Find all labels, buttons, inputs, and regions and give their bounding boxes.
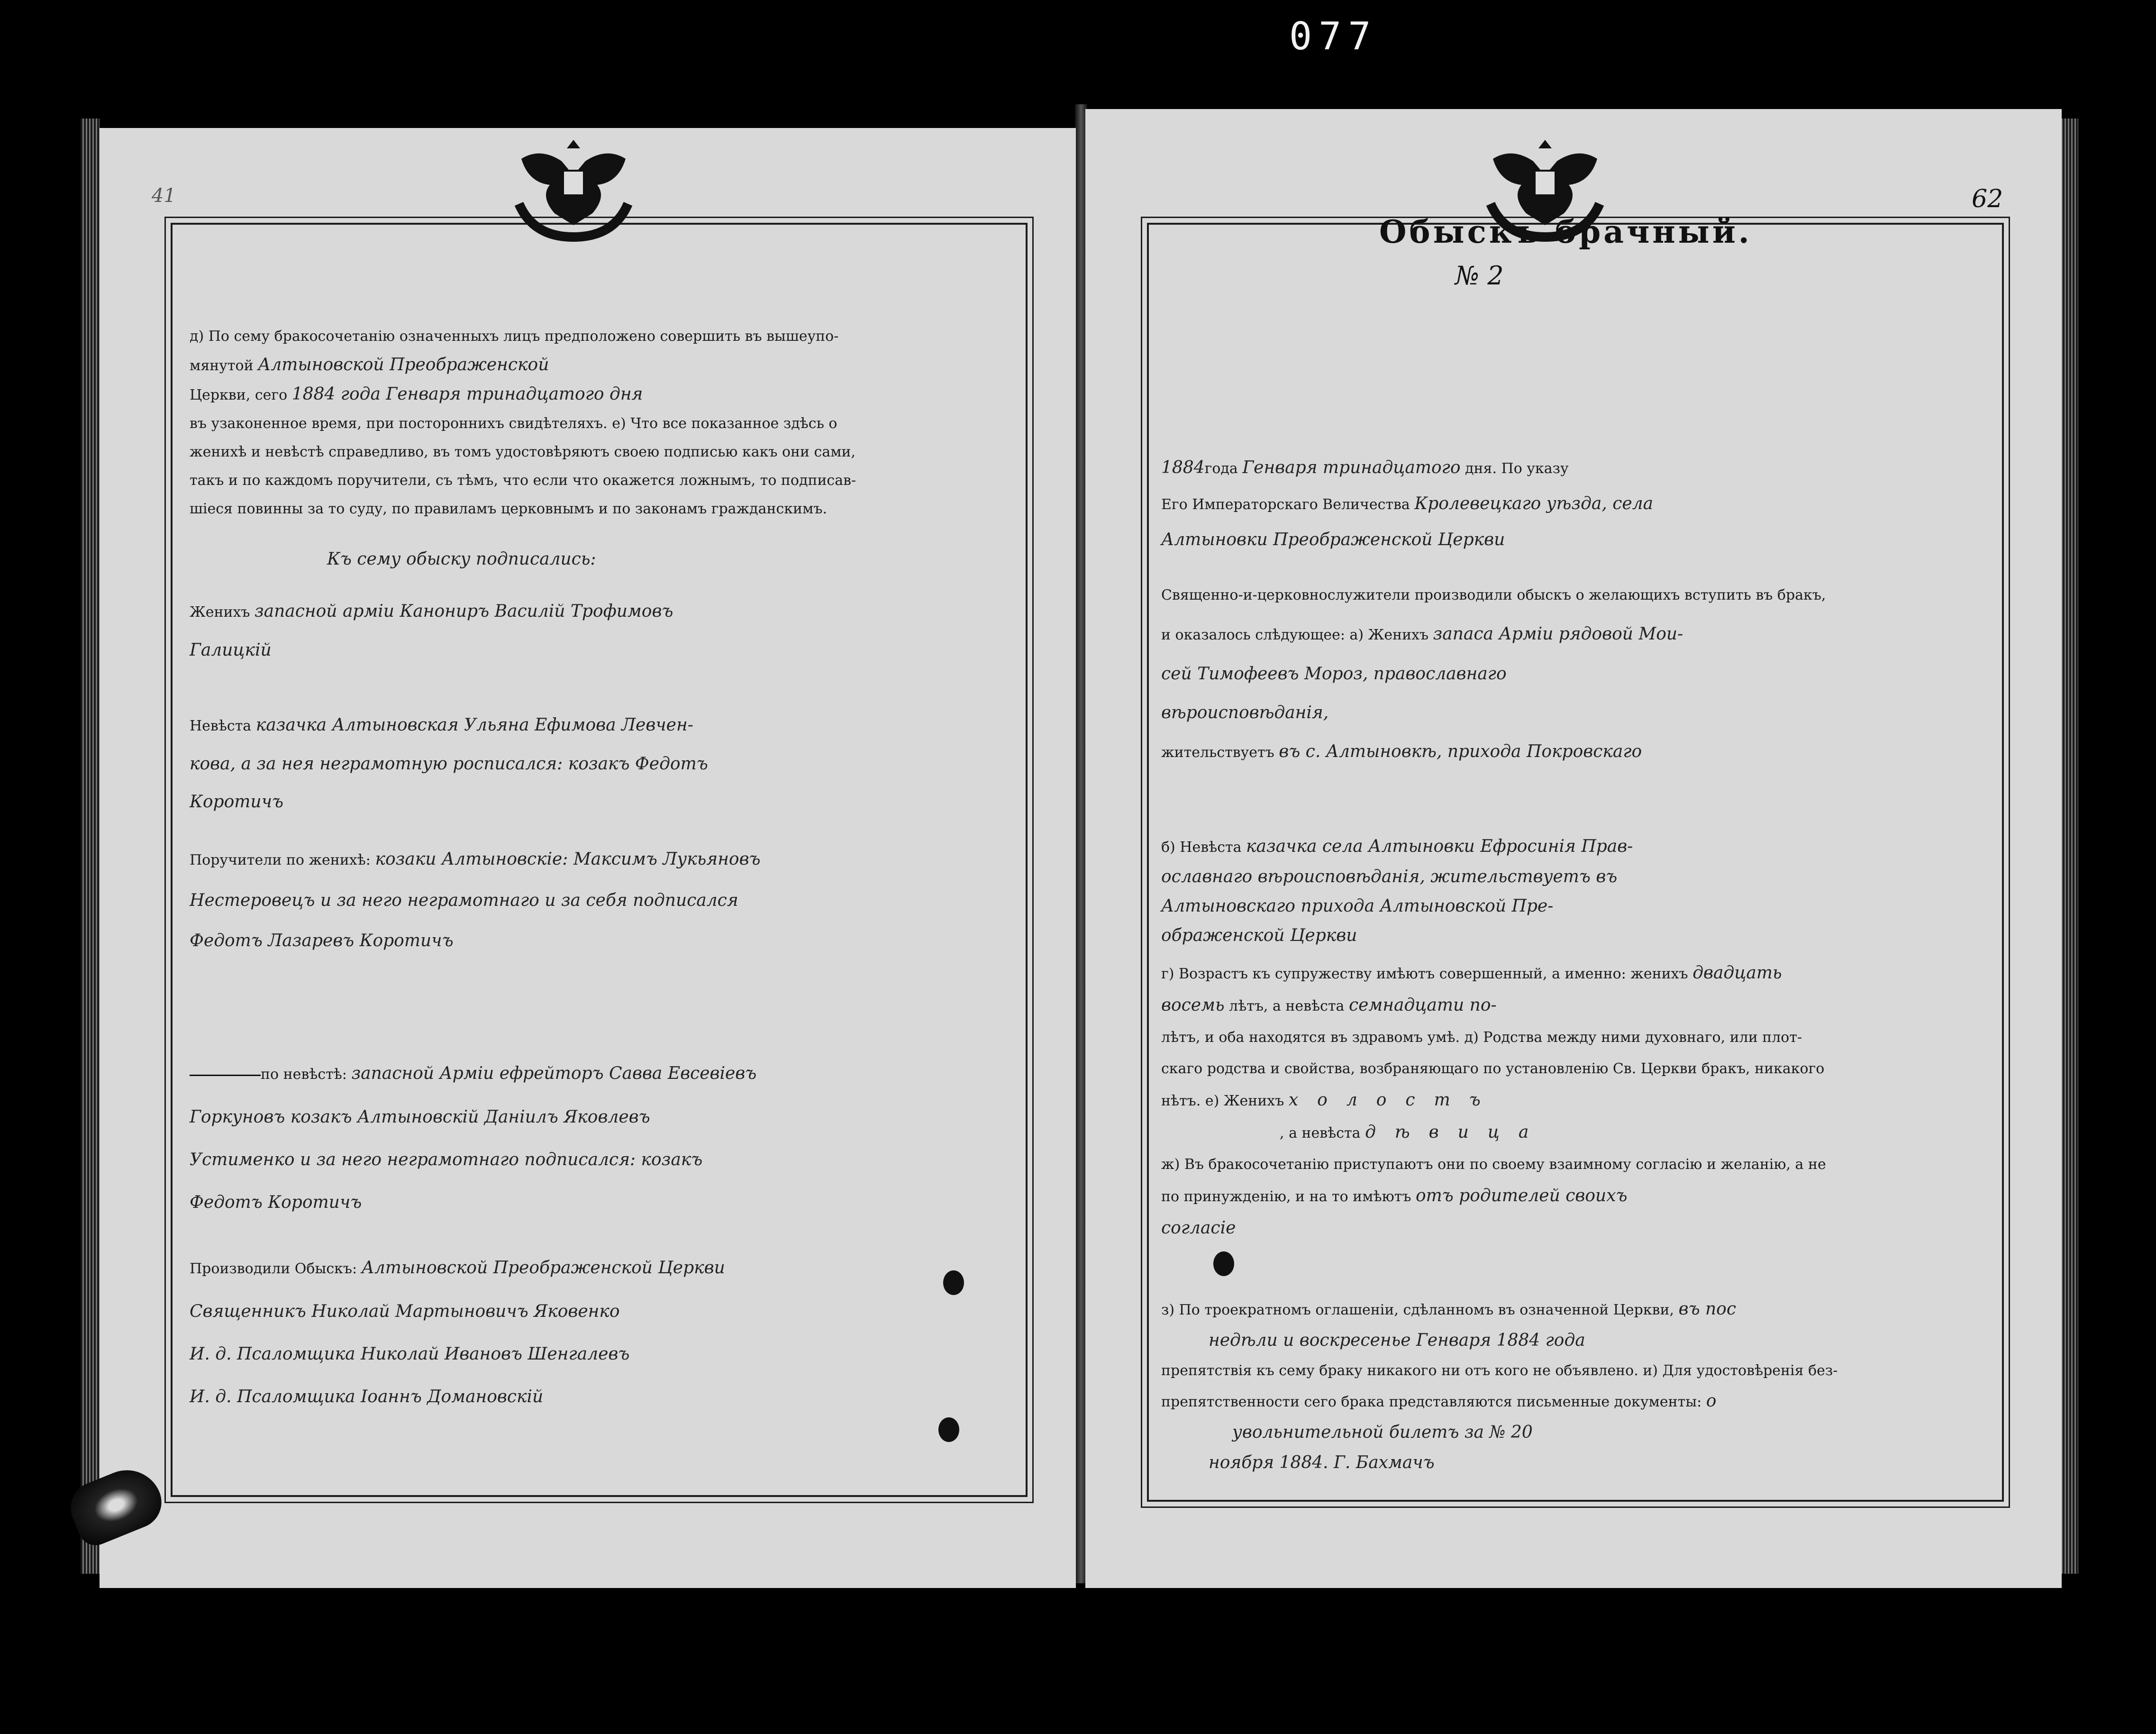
groom-line1: запасной арміи Канониръ Василій Трофимовъ: [255, 602, 673, 621]
bride-hand-2: ославнаго вѣроисповѣданія, жительствуетъ въ: [1161, 867, 1618, 886]
bride-guarantors-line2: Горкуновъ козакъ Алтыновскій Даніилъ Яковлевъ: [190, 1107, 650, 1127]
section-d-line4: въ узаконенное время, при постороннихъ свидѣтеляхъ. е) Что все показанное здѣсь о: [190, 415, 837, 432]
section-d-line1: д) По сему бракосочетанію означенныхъ лицъ предположено совершить въ вышеупо-: [190, 328, 839, 345]
bride-status-label: , а невѣста: [1280, 1125, 1361, 1141]
groom-line2: Галицкій: [190, 640, 272, 660]
district-hand: Кролевецкаго уѣзда, села: [1414, 494, 1654, 513]
documents-label: препятственности сего брака представляются письменные документы:: [1161, 1394, 1702, 1410]
groom-guarantors-block: [190, 839, 1024, 961]
right-page-number: 62: [1972, 185, 2003, 213]
blank-rule: [190, 1075, 261, 1076]
bride-hand-3: Алтыновскаго прихода Алтыновской Пре-: [1161, 896, 1554, 916]
frame-number: 077: [1289, 14, 1378, 58]
groom-age-hand-2: восемь: [1161, 995, 1225, 1015]
kinship-line: лѣтъ, и оба находятся въ здравомъ умѣ. д) Родства между ними духовнаго, или плот-: [1161, 1029, 1802, 1046]
right-body-top: [1161, 450, 2005, 557]
majesty-label: Его Императорскаго Величества: [1161, 496, 1410, 513]
bride-guarantors-label: по невѣстѣ:: [261, 1066, 347, 1083]
bride-line2: кова, а за нея неграмотную росписался: козакъ Федотъ: [190, 754, 708, 774]
bride-guarantors-line3: Устименко и за него неграмотнаго подписался: козакъ: [190, 1150, 703, 1169]
groom-guarantors-line3: Федотъ Лазаревъ Коротичъ: [190, 931, 454, 950]
groom-age-hand: двадцать: [1692, 963, 1782, 983]
bride-line1: казачка Алтыновская Ульяна Ефимова Левчен-: [255, 715, 693, 735]
documents-hand: о: [1706, 1391, 1717, 1411]
groom-hand-3: вѣроисповѣданія,: [1161, 703, 1329, 722]
section-d: [190, 322, 1014, 523]
groom-guarantors-line2: Нестеровецъ и за него неграмотнаго и за себя подписался: [190, 891, 738, 910]
document-title: Обыскъ брачный.: [1379, 213, 1752, 250]
conducted-label: Производили Обыскъ:: [190, 1260, 357, 1277]
year-label: года: [1204, 460, 1238, 477]
conducted-line3: И. д. Псаломщика Николай Ивановъ Шенгалевъ: [190, 1344, 630, 1364]
kinship-line-2: скаго родства и свойства, возбраняющаго по установленію Св. Церкви бракъ, никакого: [1161, 1060, 1825, 1077]
consent-label: по принужденію, и на то имѣютъ: [1161, 1188, 1411, 1205]
decree-label: дня. По указу: [1465, 460, 1569, 477]
right-body-bride: [1161, 832, 2005, 950]
punch-hole: [938, 1417, 959, 1442]
bride-block: [190, 706, 1024, 821]
banns-hand-2: недѣли и воскресенье Генваря 1884 года: [1209, 1331, 1585, 1350]
no-obstacle-line: препятствія къ сему браку никакого ни отъ кого не объявлено. и) Для удостовѣренія без-: [1161, 1362, 1838, 1379]
consent-line: ж) Въ бракосочетанію приступаютъ они по своему взаимному согласію и желанію, а не: [1161, 1156, 1826, 1173]
banns-hand: въ пос: [1678, 1299, 1737, 1319]
right-page: [1085, 109, 2062, 1588]
left-page-number: 41: [152, 185, 176, 207]
left-page: [100, 128, 1076, 1588]
groom-guarantors-line1: козаки Алтыновскіе: Максимъ Лукьяновъ: [375, 849, 761, 869]
bride-label: б) Невѣста: [1161, 839, 1242, 856]
bride-guarantors-line1: запасной Арміи ефрейторъ Савва Евсевіевъ: [351, 1064, 757, 1083]
bride-hand: казачка села Алтыновки Ефросинія Прав-: [1246, 837, 1633, 856]
punch-hole: [1213, 1251, 1234, 1276]
residence-hand: въ с. Алтыновкѣ, прихода Покровскаго: [1279, 742, 1642, 761]
section-d-line2: мянутой: [190, 357, 254, 374]
year-hand: 1884: [1161, 458, 1205, 477]
groom-status-label: нѣтъ. е) Женихъ: [1161, 1093, 1284, 1109]
bride-status-hand: дѣвица: [1365, 1123, 1548, 1142]
church-name-hand: Алтыновской Преображенской: [258, 355, 549, 374]
date-hand: 1884 года Генваря тринадцатого дня: [291, 384, 643, 404]
residence-label: жительствуетъ: [1161, 744, 1274, 761]
bride-hand-4: ображенской Церкви: [1161, 926, 1357, 945]
section-d-line7: шіеся повинны за то суду, по правиламъ церковнымъ и по законамъ гражданскимъ.: [190, 501, 828, 517]
groom-label: и оказалось слѣдующее: а) Женихъ: [1161, 627, 1429, 643]
age-label: г) Возрастъ къ супружеству имѣютъ совершенный, а именно: женихъ: [1161, 966, 1688, 982]
conducted-block: [190, 1247, 1043, 1418]
imperial-eagle-crest-icon: [512, 133, 635, 242]
document-number: № 2: [1455, 261, 1504, 291]
conducted-line2: Священникъ Николай Мартыновичъ Яковенко: [190, 1302, 620, 1321]
groom-block: [190, 597, 1024, 665]
section-d-line5: женихѣ и невѣстѣ справедливо, въ томъ удостовѣряютъ своею подписью какъ они сами,: [190, 444, 856, 460]
conducted-line1: Алтыновской Преображенской Церкви: [361, 1258, 725, 1278]
book-edge-left: [81, 119, 100, 1574]
banns-label: з) По троекратномъ оглашеніи, сдѣланномъ въ означенной Церкви,: [1161, 1302, 1674, 1318]
groom-hand-2: сей Тимофеевъ Мороз, православнаго: [1161, 664, 1507, 684]
bride-age-hand: семнадцати по-: [1348, 995, 1497, 1015]
consent-hand-2: согласіе: [1161, 1218, 1236, 1238]
right-body-banns: [1161, 1294, 2005, 1478]
bride-age-label: лѣтъ, а невѣста: [1229, 998, 1345, 1014]
conducted-line4: И. д. Псаломщика Іоаннъ Домановскій: [190, 1387, 544, 1406]
church-hand: Алтыновки Преображенской Церкви: [1161, 530, 1505, 549]
signed-line: Къ сему обыску подписались:: [327, 549, 596, 569]
bride-guarantors-line4: Федотъ Коротичъ: [190, 1193, 362, 1212]
consent-hand: отъ родителей своихъ: [1415, 1186, 1628, 1205]
groom-hand: запаса Арміи рядовой Мои-: [1433, 624, 1683, 644]
bride-guarantors-block: [190, 1052, 1043, 1224]
section-d-line3: Церкви, сего: [190, 387, 288, 403]
punch-hole: [943, 1270, 964, 1295]
bride-label: Невѣста: [190, 718, 252, 734]
groom-status-hand: холостъ: [1288, 1090, 1500, 1110]
documents-hand-2: увольнительной билетъ за № 20: [1232, 1423, 1533, 1442]
clergy-line: Священно-и-церковнослужители производили обыскъ о желающихъ вступить въ бракъ,: [1161, 587, 1826, 603]
date-hand: Генваря тринадцатого: [1242, 458, 1461, 477]
groom-label: Женихъ: [190, 604, 250, 621]
right-body-mid: [1161, 576, 2005, 772]
right-body-age: [1161, 958, 2005, 1244]
section-d-line6: такъ и по каждомъ поручители, съ тѣмъ, что если что окажется ложнымъ, то подписав-: [190, 472, 856, 489]
documents-hand-3: ноября 1884. Г. Бахмачъ: [1209, 1453, 1435, 1472]
book-edge-right: [2059, 119, 2078, 1574]
groom-guarantors-label: Поручители по женихѣ:: [190, 852, 371, 868]
bride-line3: Коротичъ: [190, 792, 283, 812]
